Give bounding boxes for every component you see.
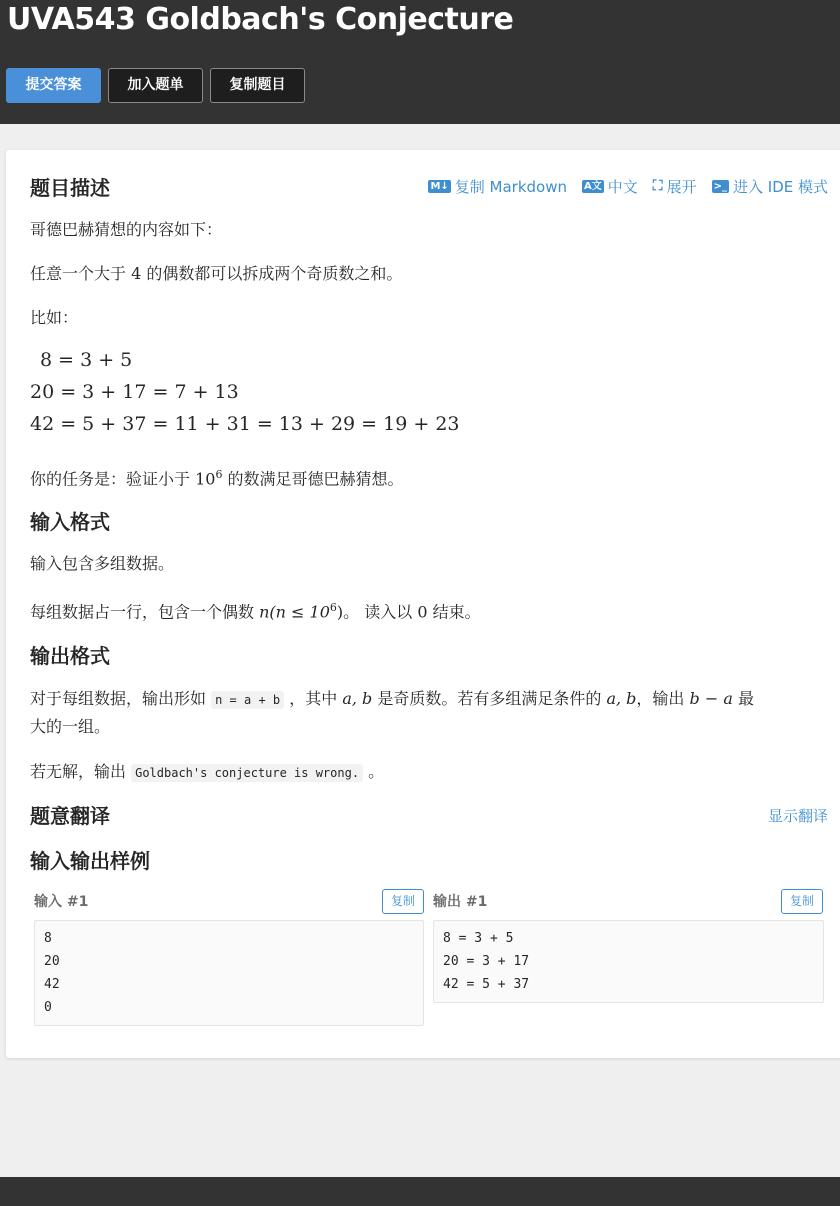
text-fragment: 结束。	[427, 602, 481, 622]
task-statement	[30, 461, 404, 493]
text-fragment: 若无解，输出	[30, 762, 132, 781]
sample-input-label: 输入 #1	[34, 894, 89, 910]
equation-2: 20 = 3 + 17 = 7 + 13	[30, 381, 239, 403]
text-fragment: 的数满足哥德巴赫猜想。	[222, 469, 404, 489]
text-fragment: 你的任务是：验证小于	[30, 469, 196, 489]
sample-output-block: 8 = 3 + 5 20 = 3 + 17 42 = 5 + 37	[433, 920, 824, 1003]
output-line-2: 大的一组。	[30, 717, 111, 736]
chinese-language-link[interactable]	[582, 176, 638, 197]
description-line-3: 比如：	[30, 308, 79, 327]
sample-output-label: 输出 #1	[433, 894, 488, 910]
copy-input-button[interactable]: 复制	[382, 889, 424, 914]
page-title: UVA543 Goldbach's Conjecture	[7, 2, 514, 37]
math-variables: a, b	[342, 689, 373, 708]
ide-mode-label: 进入 IDE 模式	[733, 178, 828, 196]
translate-icon: A文	[584, 181, 602, 192]
chinese-label: 中文	[607, 178, 638, 196]
math-variables: a, b	[606, 689, 637, 708]
problem-toolbar	[428, 176, 828, 197]
text-fragment: 。 读入以	[343, 602, 418, 622]
problem-card	[6, 150, 840, 1058]
inline-code: Goldbach's conjecture is wrong.	[131, 764, 363, 782]
output-line-3	[30, 758, 384, 787]
text-fragment: 是奇质数。若有多组满足条件的	[372, 689, 607, 708]
text-fragment: 每组数据占一行，包含一个偶数	[30, 602, 260, 622]
text-fragment: ，输出	[636, 689, 690, 708]
output-format-heading: 输出格式	[30, 644, 110, 668]
text-fragment: 对于每组数据，输出形如	[30, 689, 212, 708]
ide-mode-link[interactable]	[712, 176, 828, 197]
submit-answer-button[interactable]: 提交答案	[6, 68, 101, 103]
expand-label: 展开	[666, 178, 697, 196]
description-line-1: 哥德巴赫猜想的内容如下：	[30, 220, 223, 239]
expand-icon: ⛶	[652, 178, 663, 194]
math-expression: b − a	[689, 689, 733, 708]
sample-input-block: 8 20 42 0	[34, 920, 424, 1026]
footer-bar	[0, 1177, 840, 1206]
expand-link[interactable]	[653, 176, 697, 197]
math-number: 0	[417, 602, 428, 622]
description-line-2	[30, 260, 402, 288]
output-line-1	[30, 685, 754, 714]
header-bar	[0, 0, 840, 124]
math-paren: )	[336, 602, 344, 622]
add-to-list-button[interactable]: 加入题单	[108, 68, 203, 103]
equation-3: 42 = 5 + 37 = 11 + 31 = 13 + 29 = 19 + 23	[30, 413, 460, 435]
input-line-1: 输入包含多组数据。	[30, 554, 175, 573]
inline-code: n = a + b	[211, 691, 284, 709]
text-fragment: ，其中	[284, 689, 343, 708]
markdown-icon: M↓	[430, 181, 449, 192]
copy-markdown-label: 复制 Markdown	[454, 178, 568, 196]
text-fragment: 。	[363, 762, 385, 781]
math-exponent: 6	[215, 468, 223, 481]
samples-heading: 输入输出样例	[30, 849, 150, 873]
input-format-heading: 输入格式	[30, 510, 110, 534]
copy-output-button[interactable]: 复制	[781, 889, 823, 914]
math-exponent: 6	[329, 601, 337, 614]
copy-problem-button[interactable]: 复制题目	[210, 68, 305, 103]
math-number: 4	[131, 264, 142, 283]
text-fragment: 任意一个大于	[30, 264, 132, 283]
show-translation-link[interactable]: 显示翻译	[767, 807, 828, 825]
math-base: 10	[195, 469, 216, 489]
terminal-icon: >_	[713, 181, 727, 192]
text-fragment: 的偶数都可以拆成两个奇质数之和。	[141, 264, 403, 283]
text-fragment: 最	[732, 689, 754, 708]
math-expression: n(n ≤ 10	[259, 602, 330, 622]
description-heading: 题目描述	[30, 176, 110, 200]
equation-1: 8 = 3 + 5	[40, 349, 133, 371]
input-line-2	[30, 594, 481, 626]
copy-markdown-link[interactable]	[428, 176, 567, 197]
translation-heading: 题意翻译	[30, 804, 110, 828]
